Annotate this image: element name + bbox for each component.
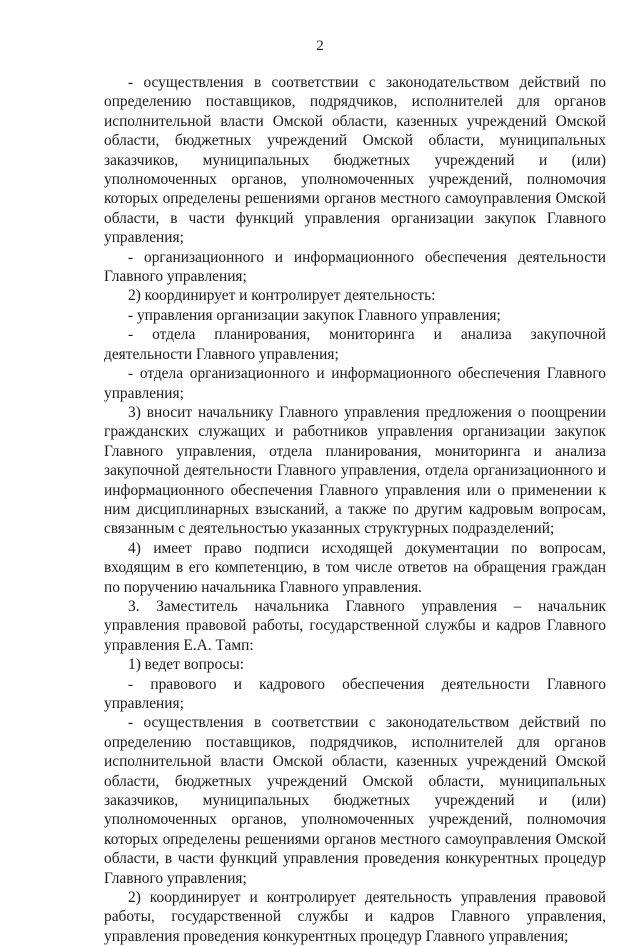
paragraph: - осуществления в соответствии с законодательством действий по определению поставщиков, подрядчиков, исполнителей для органов исполнительной власти Омской области, казенных учреждений Омской области, бюджетных учреждений Омской области, муниципальных заказчиков, муниципальных бюджетных учреждений и (или) уполномоченных органов, уполномоченных учреждений, полномочия которых определены решениями органов местного самоуправления Омской области, в части функций управления проведения конкурентных процедур Главного управления;: [104, 714, 606, 887]
paragraph: - правового и кадрового обеспечения деятельности Главного управления;: [104, 675, 606, 712]
page-number: 2: [316, 38, 324, 54]
document-body: [104, 73, 606, 946]
paragraph: - осуществления в соответствии с законодательством действий по определению поставщиков, подрядчиков, исполнителей для органов исполнительной власти Омской области, казенных учреждений Омской области, бюджетных учреждений Омской области, муниципальных заказчиков, муниципальных бюджетных учреждений и (или) уполномоченных органов, уполномоченных учреждений, полномочия которых определены решениями органов местного самоуправления Омской области, в части функций управления организации закупок Главного управления;: [104, 74, 606, 247]
paragraph: 2) координирует и контролирует деятельность:: [128, 287, 436, 305]
paragraph: - отдела планирования, мониторинга и анализа закупочной деятельности Главного управления;: [104, 326, 606, 363]
paragraph: 2) координирует и контролирует деятельность управления правовой работы, государственной службы и кадров Главного управления, управления проведения конкурентных процедур Главного управления;: [104, 889, 606, 945]
paragraph: 3. Заместитель начальника Главного управления – начальник управления правовой работы, государственной службы и кадров Главного управления Е.А. Тамп:: [104, 597, 606, 654]
paragraph: - отдела организационного и информационного обеспечения Главного управления;: [104, 365, 606, 402]
paragraph: - управления организации закупок Главного управления;: [128, 306, 501, 324]
paragraph: - организационного и информационного обеспечения деятельности Главного управления;: [104, 248, 606, 286]
paragraph: 4) имеет право подписи исходящей документации по вопросам, входящим в его компетенцию, в том числе ответов на обращения граждан по поручению начальника Главного управления.: [104, 539, 606, 596]
paragraph: 3) вносит начальнику Главного управления предложения о поощрении гражданских служащих и работников управления организации закупок Главного управления, отдела планирования, мониторинга и анализа закупочной деятельности Главного управления, отдела организационного и информационного обеспечения Главного управления или о применении к ним дисциплинарных взысканий, а также по другим кадровым вопросам, связанным с деятельностью указанных структурных подразделений;: [104, 403, 606, 538]
paragraph: 1) ведет вопросы:: [128, 656, 245, 674]
